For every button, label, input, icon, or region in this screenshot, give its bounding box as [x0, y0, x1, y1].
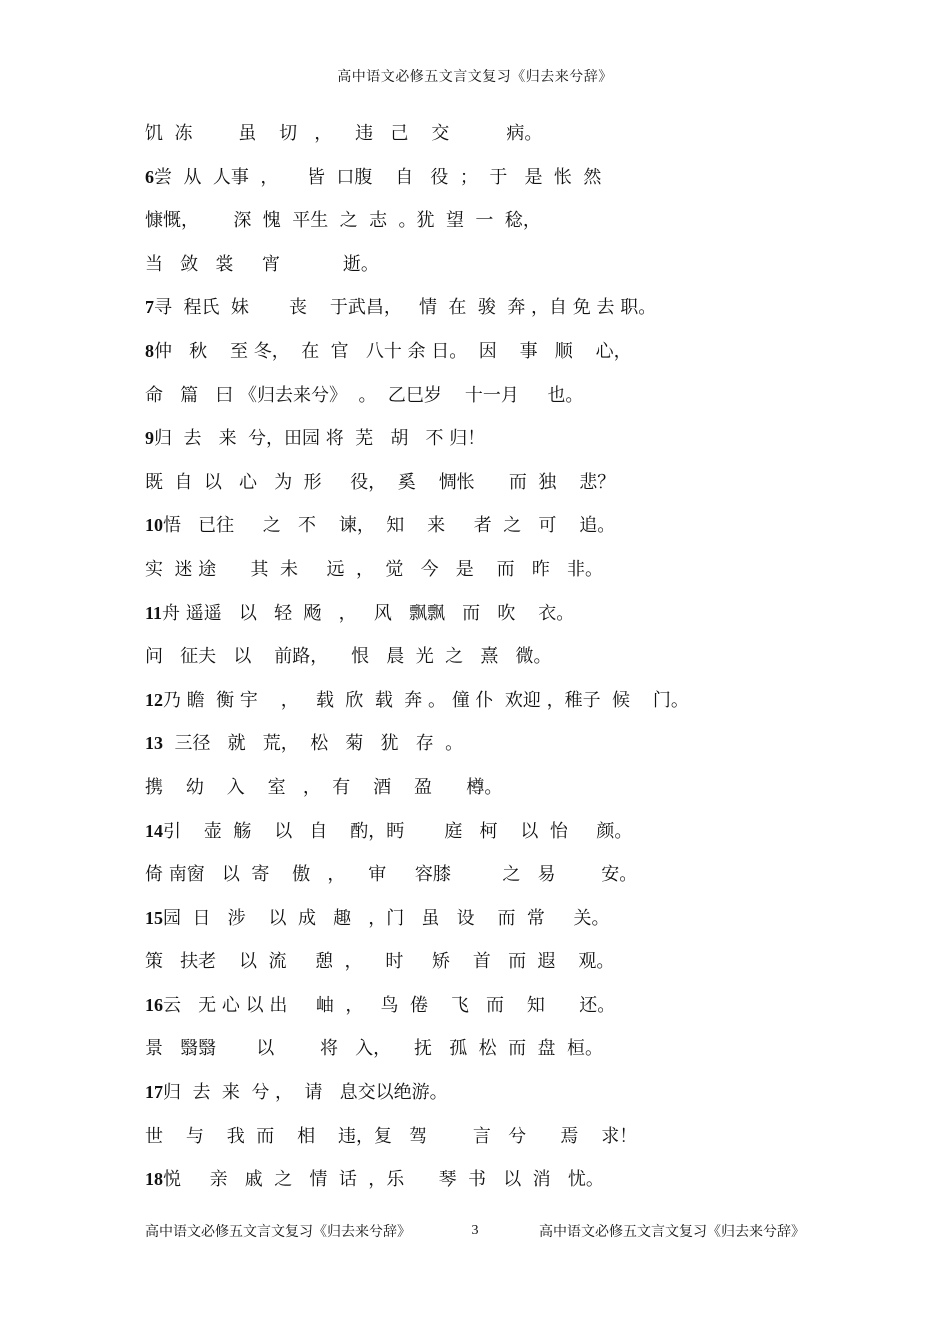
- line-number: 17: [145, 1082, 163, 1103]
- line-text: 园 日 涉 以 成 趣 ，门 虽 设 而 常 关。: [163, 907, 610, 929]
- text-line: [145, 112, 810, 156]
- line-text: 既 自 以 心 为 形 役， 奚 惆怅 而 独 悲？: [145, 471, 616, 493]
- line-text: 寻 程氏 妹 丧 于武昌， 情 在 骏 奔 ，自 免 去 职。: [154, 297, 657, 319]
- text-line: [145, 635, 810, 679]
- text-line: [145, 679, 810, 723]
- line-number: 13: [145, 733, 163, 754]
- line-text: 引 壶 觞 以 自 酌，眄 庭 柯 以 怡 颜。: [163, 820, 633, 842]
- text-line: [145, 330, 810, 374]
- line-text: 悦 亲 戚 之 情 话 ，乐 琴 书 以 消 忧。: [163, 1169, 604, 1191]
- text-line: [145, 810, 810, 854]
- line-text: 携 幼 入 室 ， 有 酒 盈 樽。: [145, 776, 503, 798]
- line-number: 10: [145, 515, 163, 536]
- text-line: [145, 853, 810, 897]
- text-line: [145, 1115, 810, 1159]
- line-number: 9: [145, 428, 154, 449]
- line-text: 归 去 来 兮 ， 请 息交以绝游。: [163, 1082, 448, 1104]
- line-text: 归 去 来 兮，田园 将 芜 胡 不 归！: [154, 428, 486, 450]
- line-number: 18: [145, 1169, 163, 1190]
- line-number: 16: [145, 994, 163, 1015]
- text-line: [145, 722, 810, 766]
- line-number: 6: [145, 166, 154, 187]
- text-line: [145, 156, 810, 200]
- line-text: 三径 就 荒， 松 菊 犹 存 。: [163, 733, 464, 755]
- text-line: [145, 374, 810, 418]
- line-text: 策 扶老 以 流 憩 ， 时 矫 首 而 遐 观。: [145, 951, 615, 973]
- page-footer: [145, 1219, 805, 1243]
- footer-left-title: 高中语文必修五文言文复习《归去来兮辞》: [145, 1224, 411, 1240]
- line-text: 世 与 我 而 相 违，复 驾 言 兮 焉 求！: [145, 1125, 638, 1147]
- line-number: 15: [145, 907, 163, 928]
- line-text: 实 迷 途 其 未 远 ， 觉 今 是 而 昨 非。: [145, 558, 603, 580]
- line-text: 命 篇 曰 《归去来兮》 。 乙巳岁 十一月 也。: [145, 384, 584, 406]
- line-text: 倚 南窗 以 寄 傲 ， 审 容膝 之 易 安。: [145, 864, 638, 886]
- line-number: 14: [145, 820, 163, 841]
- document-body: [145, 112, 810, 1202]
- footer-right-title: 高中语文必修五文言文复习《归去来兮辞》: [539, 1224, 805, 1240]
- text-line: [145, 286, 810, 330]
- text-line: [145, 1158, 810, 1202]
- text-line: [145, 592, 810, 636]
- text-line: [145, 766, 810, 810]
- line-text: 慷慨， 深 愧 平生 之 志 。犹 望 一 稔，: [145, 210, 541, 232]
- text-line: [145, 1071, 810, 1115]
- text-line: [145, 504, 810, 548]
- line-number: 8: [145, 340, 154, 361]
- text-line: [145, 984, 810, 1028]
- line-text: 尝 从 人事 ， 皆 口腹 自 役 ； 于 是 怅 然: [154, 166, 602, 188]
- line-text: 乃 瞻 衡 宇 ， 载 欣 载 奔 。 僮 仆 欢迎 ，稚子 候 门。: [163, 689, 689, 711]
- text-line: [145, 940, 810, 984]
- text-line: [145, 417, 810, 461]
- line-text: 当 敛 裳 宵 逝。: [145, 253, 379, 275]
- line-text: 问 征夫 以 前路， 恨 晨 光 之 熹 微。: [145, 646, 552, 668]
- line-text: 舟 遥遥 以 轻 飏 ， 风 飘飘 而 吹 衣。: [162, 602, 575, 624]
- page-header-title: 高中语文必修五文言文复习《归去来兮辞》: [337, 69, 613, 85]
- page-number: 3: [471, 1223, 479, 1238]
- line-text: 饥 冻 虽 切 ， 违 己 交 病。: [145, 123, 543, 144]
- line-number: 11: [145, 602, 163, 623]
- line-text: 仲 秋 至 冬， 在 官 八十 余 日。 因 事 顺 心，: [154, 340, 632, 362]
- text-line: [145, 1027, 810, 1071]
- text-line: [145, 243, 810, 287]
- text-line: [145, 199, 810, 243]
- line-text: 景 翳翳 以 将 入， 抚 孤 松 而 盘 桓。: [145, 1038, 603, 1060]
- text-line: [145, 461, 810, 505]
- line-text: 悟 已往 之 不 谏， 知 来 者 之 可 追。: [163, 515, 616, 537]
- text-line: [145, 548, 810, 592]
- text-line: [145, 897, 810, 941]
- line-number: 7: [145, 297, 154, 318]
- line-text: 云 无 心 以 出 岫 ， 鸟 倦 飞 而 知 还。: [163, 994, 616, 1016]
- line-number: 12: [145, 689, 163, 710]
